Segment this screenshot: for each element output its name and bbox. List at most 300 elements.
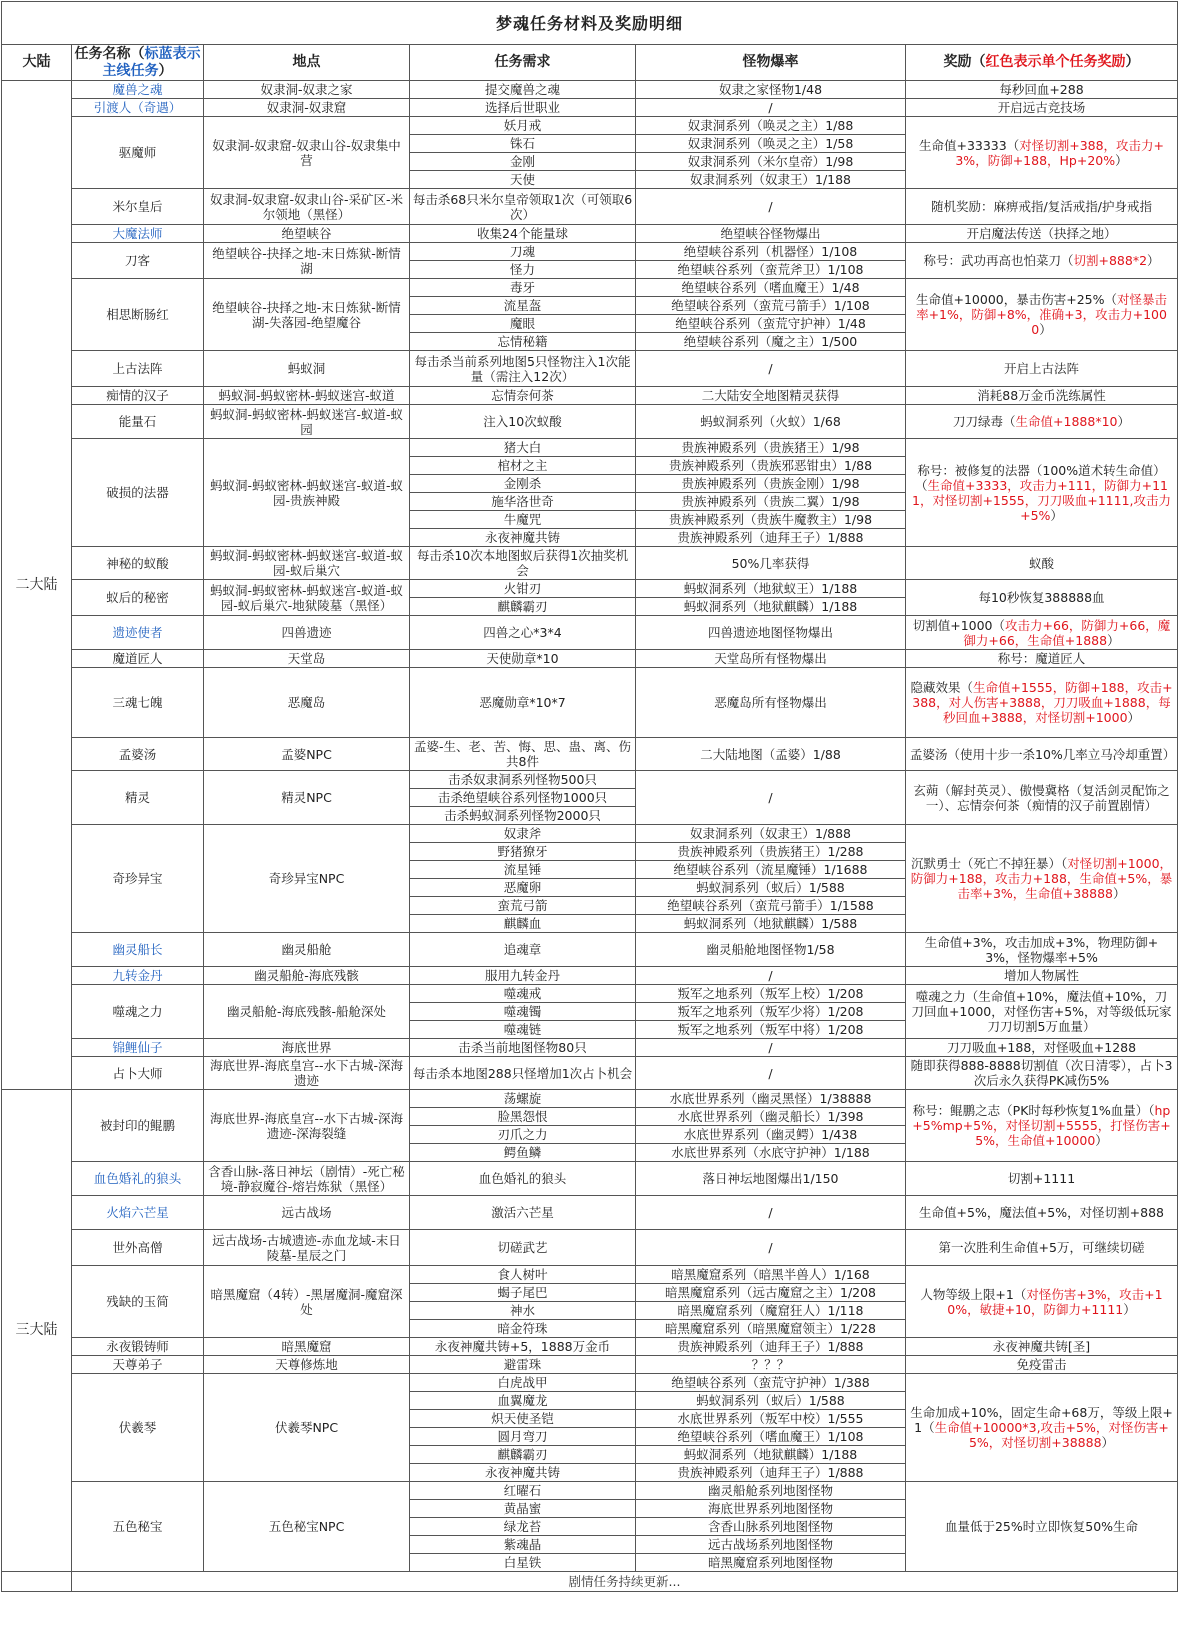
quest-name: 锦鲤仙子 — [72, 1039, 204, 1057]
reward-text: ） — [1123, 1301, 1136, 1317]
quest-drop-rate: 天堂岛所有怪物爆出 — [636, 650, 906, 668]
quest-drop-rate: / — [636, 1057, 906, 1090]
quest-location: 孟婆NPC — [204, 738, 410, 771]
reward-text: 沉默勇士（死亡不掉狂暴）（ — [910, 856, 1068, 871]
reward-text: 孟婆汤（使用十步一杀10%几率立马冷却重置） — [910, 746, 1176, 762]
quest-drop-rate: 水底世界系列（幽灵黑怪）1/38888 — [636, 1090, 906, 1108]
quest-requirement: 鳄鱼鳞 — [410, 1144, 636, 1162]
reward-text: ） — [1113, 886, 1126, 901]
quest-reward — [906, 616, 1178, 650]
quest-requirement: 每击杀当前系列地图5只怪物注入1次能量（需注入12次） — [410, 351, 636, 387]
footer-blank — [2, 1572, 72, 1592]
table-row — [2, 189, 1178, 225]
reward-text: 蚁酸 — [1029, 555, 1055, 571]
quest-location: 奴隶洞-奴隶窟-奴隶山谷-奴隶集中营 — [204, 117, 410, 189]
quest-requirement: 暗金符珠 — [410, 1320, 636, 1338]
quest-drop-rate: / — [636, 351, 906, 387]
reward-text: 生命值+10000，暴击伤害+25%（ — [916, 292, 1117, 307]
quest-requirement: 棺材之主 — [410, 457, 636, 475]
quest-name: 米尔皇后 — [72, 189, 204, 225]
quest-requirement: 圆月弯刀 — [410, 1428, 636, 1446]
reward-text: 免疫雷击 — [1016, 1357, 1067, 1372]
quest-requirement: 绿龙苔 — [410, 1518, 636, 1536]
quest-drop-rate: 贵族神殿系列（迪拜王子）1/888 — [636, 1464, 906, 1482]
reward-highlight: 攻击力+66，防御力+66，魔御力+66，生命值+1888 — [963, 617, 1171, 648]
quest-name: 九转金丹 — [72, 967, 204, 985]
reward-text: 玄蒴（解封英灵）、傲慢冀格（复活剑灵配饰之一）、忘情奈何茶（痴情的汉子前置剧情） — [913, 782, 1170, 813]
quest-drop-rate: 水底世界系列（水底守护神）1/188 — [636, 1144, 906, 1162]
reward-text: 人物等级上限+1（ — [920, 1286, 1027, 1302]
quest-location: 海底世界-海底皇宫--水下古城-深海遗迹 — [204, 1057, 410, 1090]
quest-name: 精灵 — [72, 771, 204, 825]
quest-drop-rate: 水底世界系列（叛军中校）1/555 — [636, 1410, 906, 1428]
table-row — [2, 117, 1178, 135]
table-row — [2, 650, 1178, 668]
quest-name: 魔道匠人 — [72, 650, 204, 668]
quest-requirement: 避雷珠 — [410, 1356, 636, 1374]
header-reward: 奖励（红色表示单个任务奖励） — [906, 45, 1178, 81]
quest-drop-rate: 奴隶洞系列（米尔皇帝）1/98 — [636, 153, 906, 171]
quest-drop-rate: 奴隶洞系列（奴隶王）1/888 — [636, 825, 906, 843]
quest-name: 破损的法器 — [72, 439, 204, 547]
quest-name: 相思断肠红 — [72, 279, 204, 351]
table-row — [2, 825, 1178, 843]
reward-text: 称号：魔道匠人 — [997, 651, 1086, 666]
reward-highlight: 对怪伤害+3%，攻击+10%，敏捷+10，防御力+1111 — [947, 1286, 1163, 1317]
quest-requirement: 选择后世职业 — [410, 99, 636, 117]
table-row — [2, 1338, 1178, 1356]
quest-requirement: 切磋武艺 — [410, 1230, 636, 1266]
quest-drop-rate: 含香山脉系列地图怪物 — [636, 1518, 906, 1536]
reward-text: 血量低于25%时立即恢复50%生命 — [944, 1519, 1139, 1534]
reward-text: 切割值+1000（ — [912, 617, 1006, 633]
reward-text: 切割+1111 — [1007, 1171, 1076, 1186]
quest-requirement: 每击杀本地图288只怪增加1次占卜机会 — [410, 1057, 636, 1090]
quest-requirement: 白星铁 — [410, 1554, 636, 1572]
quest-location: 四兽遗迹 — [204, 616, 410, 650]
quest-drop-rate: 蚂蚁洞系列（火蚁）1/68 — [636, 405, 906, 439]
quest-drop-rate: 暗黑魔窟系列地图怪物 — [636, 1554, 906, 1572]
reward-text: ） — [1050, 507, 1063, 523]
quest-drop-rate: 贵族神殿系列（贵族邪恶钳虫）1/88 — [636, 457, 906, 475]
table-row — [2, 1057, 1178, 1090]
quest-name: 刀客 — [72, 243, 204, 279]
quest-location: 海底世界 — [204, 1039, 410, 1057]
table-row — [2, 1230, 1178, 1266]
quest-requirement: 刃爪之力 — [410, 1126, 636, 1144]
page-title: 梦魂任务材料及奖励明细 — [2, 2, 1178, 45]
quest-requirement: 激活六芒星 — [410, 1196, 636, 1230]
quest-location: 天堂岛 — [204, 650, 410, 668]
quest-reward — [906, 985, 1178, 1039]
quest-drop-rate: 绝望峡谷系列（嗜血魔王）1/108 — [636, 1428, 906, 1446]
reward-text: 开启上古法阵 — [1004, 361, 1080, 376]
quest-requirement: 击杀蚂蚁洞系列怪物2000只 — [410, 807, 636, 825]
quest-drop-rate: / — [636, 771, 906, 825]
quest-requirement: 孟婆-生、老、苦、悔、思、蛊、离、伤共8件 — [410, 738, 636, 771]
quest-name: 驱魔师 — [72, 117, 204, 189]
quest-name: 占卜大师 — [72, 1057, 204, 1090]
quest-drop-rate: 四兽遗迹地图怪物爆出 — [636, 616, 906, 650]
quest-requirement: 麒麟霸刃 — [410, 598, 636, 616]
quest-drop-rate: 绝望峡谷怪物爆出 — [636, 225, 906, 243]
reward-highlight: 生命值+1555，防御+188，攻击+388，对人伤害+3888，刀刀吸血+1888，每秒回血+3888，对怪切割+1000 — [912, 680, 1173, 725]
quest-requirement: 恶魔卵 — [410, 879, 636, 897]
quest-name: 奇珍异宝 — [72, 825, 204, 933]
quest-drop-rate: 幽灵船舱系列地图怪物 — [636, 1482, 906, 1500]
quest-drop-rate: / — [636, 189, 906, 225]
quest-requirement: 服用九转金丹 — [410, 967, 636, 985]
table-row — [2, 771, 1178, 789]
quest-drop-rate: 蚂蚁洞系列（地狱麒麟）1/188 — [636, 1446, 906, 1464]
quest-reward — [906, 1230, 1178, 1266]
quest-reward — [906, 1196, 1178, 1230]
quest-drop-rate: 蚂蚁洞系列（地狱麒麟）1/588 — [636, 915, 906, 933]
table-row — [2, 225, 1178, 243]
reward-text: 随机奖励：麻痹戒指/复活戒指/护身戒指 — [931, 199, 1152, 214]
quest-requirement: 麒麟霸刃 — [410, 1446, 636, 1464]
reward-text: 每10秒恢复388888血 — [978, 590, 1105, 605]
quest-name: 能量石 — [72, 405, 204, 439]
quest-drop-rate: 绝望峡谷系列（流星魔锤）1/1688 — [636, 861, 906, 879]
quest-requirement: 火钳刃 — [410, 580, 636, 598]
quest-location: 天尊修炼地 — [204, 1356, 410, 1374]
quest-requirement: 食人树叶 — [410, 1266, 636, 1284]
quest-drop-rate: 奴隶洞系列（唤灵之主）1/58 — [636, 135, 906, 153]
quest-requirement: 血色婚礼的狼头 — [410, 1162, 636, 1196]
table-row — [2, 1162, 1178, 1196]
quest-reward — [906, 405, 1178, 439]
quest-requirement: 击杀绝望峡谷系列怪物1000只 — [410, 789, 636, 807]
quest-reward — [906, 99, 1178, 117]
quest-location: 绝望峡谷-抉择之地-末日炼狱-断情湖-失落园-绝望魔谷 — [204, 279, 410, 351]
quest-drop-rate: 50%几率获得 — [636, 547, 906, 580]
quest-name: 蚁后的秘密 — [72, 580, 204, 616]
reward-text: 生命值+3%，攻击加成+3%，物理防御+3%，怪物爆率+5% — [924, 934, 1159, 965]
reward-text: 永夜神魔共铸[圣] — [992, 1339, 1091, 1354]
quest-reward — [906, 189, 1178, 225]
table-row — [2, 985, 1178, 1003]
reward-text: 隐藏效果（ — [910, 680, 973, 695]
quest-drop-rate: 贵族神殿系列（贵族猪王）1/288 — [636, 843, 906, 861]
quest-reward — [906, 933, 1178, 967]
quest-location: 远古战场 — [204, 1196, 410, 1230]
quest-table — [1, 1, 1178, 1592]
quest-requirement: 猪大白 — [410, 439, 636, 457]
quest-drop-rate: 蚂蚁洞系列（蚁后）1/588 — [636, 879, 906, 897]
quest-drop-rate: 幽灵船舱地图怪物1/58 — [636, 933, 906, 967]
quest-reward — [906, 1338, 1178, 1356]
quest-name: 神秘的蚁酸 — [72, 547, 204, 580]
quest-requirement: 每击杀10次本地图蚁后获得1次抽奖机会 — [410, 547, 636, 580]
quest-reward — [906, 668, 1178, 738]
reward-text: 称号：被修复的法器（100%道术转生命值）（ — [915, 462, 1166, 493]
quest-reward — [906, 1374, 1178, 1482]
quest-drop-rate: / — [636, 1230, 906, 1266]
reward-highlight: 对怪暴击率+1%，防御+8%，准确+3，攻击力+1000 — [916, 292, 1168, 337]
quest-drop-rate: 绝望峡谷系列（魔之主）1/500 — [636, 333, 906, 351]
quest-name: 幽灵船长 — [72, 933, 204, 967]
header-drop-rate: 怪物爆率 — [636, 45, 906, 81]
quest-reward — [906, 580, 1178, 616]
quest-drop-rate: 绝望峡谷系列（嗜血魔王）1/48 — [636, 279, 906, 297]
quest-reward — [906, 1356, 1178, 1374]
quest-reward — [906, 243, 1178, 279]
quest-reward — [906, 825, 1178, 933]
quest-drop-rate: 水底世界系列（幽灵船长）1/398 — [636, 1108, 906, 1126]
table-row — [2, 351, 1178, 387]
reward-highlight: 生命值+3333，攻击力+111，防御力+111，对怪切割+1555，刀刀吸血+1111,攻击力+5% — [912, 477, 1171, 523]
table-row — [2, 547, 1178, 580]
quest-requirement: 野猪獠牙 — [410, 843, 636, 861]
quest-drop-rate: 奴隶洞系列（奴隶王）1/188 — [636, 171, 906, 189]
quest-name: 上古法阵 — [72, 351, 204, 387]
table-row — [2, 1196, 1178, 1230]
quest-drop-rate: 绝望峡谷系列（蛮荒弓箭手）1/108 — [636, 297, 906, 315]
reward-text: 生命加成+10%，固定生命+68万，等级上限+1（ — [910, 1405, 1173, 1435]
table-row — [2, 1266, 1178, 1284]
quest-requirement: 蝎子尾巴 — [410, 1284, 636, 1302]
reward-highlight: 生命值+1888*10 — [1015, 414, 1118, 429]
reward-text: ） — [1095, 1133, 1108, 1148]
quest-location: 恶魔岛 — [204, 668, 410, 738]
quest-name: 天尊弟子 — [72, 1356, 204, 1374]
quest-name: 被封印的鲲鹏 — [72, 1090, 204, 1162]
quest-requirement: 铢石 — [410, 135, 636, 153]
quest-name: 世外高僧 — [72, 1230, 204, 1266]
table-row — [2, 933, 1178, 967]
quest-location: 奴隶洞-奴隶之家 — [204, 81, 410, 99]
quest-location: 海底世界-海底皇宫--水下古城-深海遗迹-深海裂缝 — [204, 1090, 410, 1162]
reward-text: 随即获得888-8888切割值（次日清零），占卜3次后永久获得PK减伤5% — [910, 1058, 1173, 1088]
quest-location: 蚂蚁洞-蚂蚁密林-蚂蚁迷宫-蚁道-蚁园-贵族神殿 — [204, 439, 410, 547]
quest-reward — [906, 117, 1178, 189]
quest-location: 蚂蚁洞-蚂蚁密林-蚂蚁迷宫-蚁道-蚁园 — [204, 405, 410, 439]
quest-requirement: 紫魂晶 — [410, 1536, 636, 1554]
quest-requirement: 收集24个能量球 — [410, 225, 636, 243]
continent-cell: 二大陆 — [2, 81, 72, 1090]
reward-text: 生命值+5%，魔法值+5%，对怪切割+888 — [919, 1205, 1164, 1220]
table-row — [2, 405, 1178, 439]
quest-reward — [906, 387, 1178, 405]
quest-name: 火焰六芒星 — [72, 1196, 204, 1230]
quest-reward — [906, 1482, 1178, 1572]
table-row — [2, 1356, 1178, 1374]
quest-requirement: 天使 — [410, 171, 636, 189]
reward-text: ） — [1115, 152, 1128, 168]
table-row — [2, 439, 1178, 457]
quest-requirement: 施华洛世奇 — [410, 493, 636, 511]
quest-location: 暗黑魔窟 — [204, 1338, 410, 1356]
quest-location: 奇珍异宝NPC — [204, 825, 410, 933]
quest-reward — [906, 279, 1178, 351]
quest-requirement: 刀魂 — [410, 243, 636, 261]
reward-text: 第一次胜利生命值+5万，可继续切磋 — [938, 1240, 1145, 1255]
quest-drop-rate: 远古战场系列地图怪物 — [636, 1536, 906, 1554]
reward-text: 开启魔法传送（抉择之地） — [966, 226, 1117, 241]
quest-drop-rate: 蚂蚁洞系列（地狱麒麟）1/188 — [636, 598, 906, 616]
table-row — [2, 243, 1178, 261]
quest-drop-rate: / — [636, 1039, 906, 1057]
quest-requirement: 四兽之心*3*4 — [410, 616, 636, 650]
quest-drop-rate: 恶魔岛所有怪物爆出 — [636, 668, 906, 738]
quest-requirement: 魔眼 — [410, 315, 636, 333]
reward-text: 称号：鲲鹏之志（PK时每秒恢复1%血量）（ — [912, 1103, 1155, 1118]
quest-reward — [906, 771, 1178, 825]
quest-location: 幽灵船舱-海底残骸 — [204, 967, 410, 985]
quest-drop-rate: 绝望峡谷系列（机器怪）1/108 — [636, 243, 906, 261]
quest-name: 痴情的汉子 — [72, 387, 204, 405]
quest-requirement: 金刚 — [410, 153, 636, 171]
quest-drop-rate: 贵族神殿系列（贵族金刚）1/98 — [636, 475, 906, 493]
quest-reward — [906, 547, 1178, 580]
table-row — [2, 738, 1178, 771]
quest-requirement: 噬魂链 — [410, 1021, 636, 1039]
quest-location: 五色秘宝NPC — [204, 1482, 410, 1572]
quest-location: 蚂蚁洞-蚂蚁密林-蚂蚁迷宫-蚁道-蚁园-蚁后巢穴 — [204, 547, 410, 580]
quest-reward — [906, 1039, 1178, 1057]
table-row — [2, 1482, 1178, 1500]
quest-name: 魔兽之魂 — [72, 81, 204, 99]
header-continent: 大陆 — [2, 45, 72, 81]
quest-requirement: 注入10次蚁酸 — [410, 405, 636, 439]
quest-requirement: 流星盔 — [410, 297, 636, 315]
table-row — [2, 279, 1178, 297]
quest-requirement: 永夜神魔共铸 — [410, 1464, 636, 1482]
quest-drop-rate: 水底世界系列（幽灵鳄）1/438 — [636, 1126, 906, 1144]
quest-requirement: 提交魔兽之魂 — [410, 81, 636, 99]
quest-reward — [906, 650, 1178, 668]
table-row — [2, 1090, 1178, 1108]
quest-sheet — [1, 1, 1177, 1633]
quest-name: 噬魂之力 — [72, 985, 204, 1039]
quest-drop-rate: 绝望峡谷系列（蛮荒斧卫）1/108 — [636, 261, 906, 279]
quest-drop-rate: 奴隶之家怪物1/48 — [636, 81, 906, 99]
quest-name: 血色婚礼的狼头 — [72, 1162, 204, 1196]
continent-cell: 三大陆 — [2, 1090, 72, 1572]
quest-location: 幽灵船舱 — [204, 933, 410, 967]
quest-drop-rate: 二大陆地图（孟婆）1/88 — [636, 738, 906, 771]
reward-text: ） — [1117, 414, 1130, 429]
reward-text: 生命值+33333（ — [918, 137, 1020, 153]
quest-drop-rate: 叛军之地系列（叛军中将）1/208 — [636, 1021, 906, 1039]
quest-reward — [906, 1090, 1178, 1162]
quest-requirement: 击杀当前地图怪物80只 — [410, 1039, 636, 1057]
quest-reward — [906, 1057, 1178, 1090]
quest-location: 蚂蚁洞 — [204, 351, 410, 387]
quest-name: 永夜锻铸师 — [72, 1338, 204, 1356]
quest-drop-rate: 暗黑魔窟系列（暗黑半兽人）1/168 — [636, 1266, 906, 1284]
quest-location: 精灵NPC — [204, 771, 410, 825]
quest-drop-rate: 绝望峡谷系列（蛮荒守护神）1/48 — [636, 315, 906, 333]
quest-requirement: 击杀奴隶洞系列怪物500只 — [410, 771, 636, 789]
table-row — [2, 1039, 1178, 1057]
quest-location: 绝望峡谷 — [204, 225, 410, 243]
reward-text: 开启远古竞技场 — [997, 100, 1086, 115]
quest-name: 引渡人（奇遇） — [72, 99, 204, 117]
quest-requirement: 神水 — [410, 1302, 636, 1320]
table-row — [2, 580, 1178, 598]
reward-text: 每秒回血+288 — [999, 82, 1084, 97]
header-quest-name: 任务名称（标蓝表示主线任务） — [72, 45, 204, 81]
table-row — [2, 387, 1178, 405]
quest-requirement: 奴隶斧 — [410, 825, 636, 843]
quest-requirement: 炽天使圣铠 — [410, 1410, 636, 1428]
quest-location: 幽灵船舱-海底残骸-船舱深处 — [204, 985, 410, 1039]
reward-text: 刀刀吸血+188，对怪吸血+1288 — [946, 1040, 1137, 1055]
header-location: 地点 — [204, 45, 410, 81]
quest-requirement: 永夜神魔共铸 — [410, 529, 636, 547]
quest-name: 大魔法师 — [72, 225, 204, 243]
header-requirement: 任务需求 — [410, 45, 636, 81]
table-row — [2, 1374, 1178, 1392]
quest-reward — [906, 1266, 1178, 1338]
quest-drop-rate: 暗黑魔窟系列（魔窟狂人）1/118 — [636, 1302, 906, 1320]
quest-requirement: 永夜神魔共铸+5，1888万金币 — [410, 1338, 636, 1356]
reward-text: 增加人物属性 — [1004, 968, 1080, 983]
reward-text: 消耗88万金币洗练属性 — [977, 388, 1106, 403]
quest-location: 伏羲琴NPC — [204, 1374, 410, 1482]
quest-drop-rate: 落日神坛地图爆出1/150 — [636, 1162, 906, 1196]
quest-drop-rate: 蚂蚁洞系列（蚁后）1/588 — [636, 1392, 906, 1410]
reward-text: 噬魂之力（生命值+10%，魔法值+10%，刀刀回血+1000，对怪伤害+5%，对等级低玩家刀刀切割5万血量） — [911, 989, 1172, 1034]
quest-drop-rate: / — [636, 967, 906, 985]
quest-requirement: 脸黑怨恨 — [410, 1108, 636, 1126]
quest-drop-rate: 贵族神殿系列（贵族猪王）1/98 — [636, 439, 906, 457]
quest-name: 伏羲琴 — [72, 1374, 204, 1482]
reward-text: ） — [1101, 1435, 1115, 1450]
quest-requirement: 忘情奈何茶 — [410, 387, 636, 405]
quest-requirement: 牛魔咒 — [410, 511, 636, 529]
quest-requirement: 恶魔勋章*10*7 — [410, 668, 636, 738]
quest-drop-rate: ？？？ — [636, 1356, 906, 1374]
quest-drop-rate: 叛军之地系列（叛军少将）1/208 — [636, 1003, 906, 1021]
reward-highlight: hp+5%mp+5%，对怪切割+5555，打怪伤害+5%，生命值+10000 — [912, 1103, 1171, 1148]
quest-requirement: 金刚杀 — [410, 475, 636, 493]
quest-drop-rate: 奴隶洞系列（唤灵之主）1/88 — [636, 117, 906, 135]
quest-requirement: 追魂章 — [410, 933, 636, 967]
table-row — [2, 99, 1178, 117]
quest-location: 蚂蚁洞-蚂蚁密林-蚂蚁迷宫-蚁道-蚁园-蚁后巢穴-地狱陵墓（黑怪） — [204, 580, 410, 616]
quest-requirement: 天使勋章*10 — [410, 650, 636, 668]
reward-highlight: 对怪切割+1000，防御力+188，攻击力+188，生命值+5%，暴击率+3%，生命值+38888 — [910, 856, 1173, 901]
quest-drop-rate: 暗黑魔窟系列（暗黑魔窟领主）1/228 — [636, 1320, 906, 1338]
quest-location: 奴隶洞-奴隶窟-奴隶山谷-采矿区-米尔领地（黑怪） — [204, 189, 410, 225]
quest-reward — [906, 738, 1178, 771]
quest-requirement: 麒麟血 — [410, 915, 636, 933]
quest-requirement: 流星锤 — [410, 861, 636, 879]
quest-requirement: 噬魂镯 — [410, 1003, 636, 1021]
quest-requirement: 每击杀68只米尔皇帝领取1次（可领取6次） — [410, 189, 636, 225]
quest-drop-rate: 贵族神殿系列（迪拜王子）1/888 — [636, 529, 906, 547]
table-row — [2, 616, 1178, 650]
quest-requirement: 荡螺旋 — [410, 1090, 636, 1108]
quest-location: 奴隶洞-奴隶窟 — [204, 99, 410, 117]
quest-requirement: 毒牙 — [410, 279, 636, 297]
reward-text: ） — [1107, 632, 1120, 648]
footer-note: 剧情任务持续更新... — [72, 1572, 1178, 1592]
quest-drop-rate: / — [636, 99, 906, 117]
quest-name: 五色秘宝 — [72, 1482, 204, 1572]
quest-drop-rate: 绝望峡谷系列（蛮荒弓箭手）1/1588 — [636, 897, 906, 915]
quest-drop-rate: 海底世界系列地图怪物 — [636, 1500, 906, 1518]
quest-name: 遗迹使者 — [72, 616, 204, 650]
quest-reward — [906, 351, 1178, 387]
table-row — [2, 668, 1178, 738]
reward-text: ） — [1039, 322, 1052, 337]
quest-requirement: 白虎战甲 — [410, 1374, 636, 1392]
quest-name: 残缺的玉简 — [72, 1266, 204, 1338]
